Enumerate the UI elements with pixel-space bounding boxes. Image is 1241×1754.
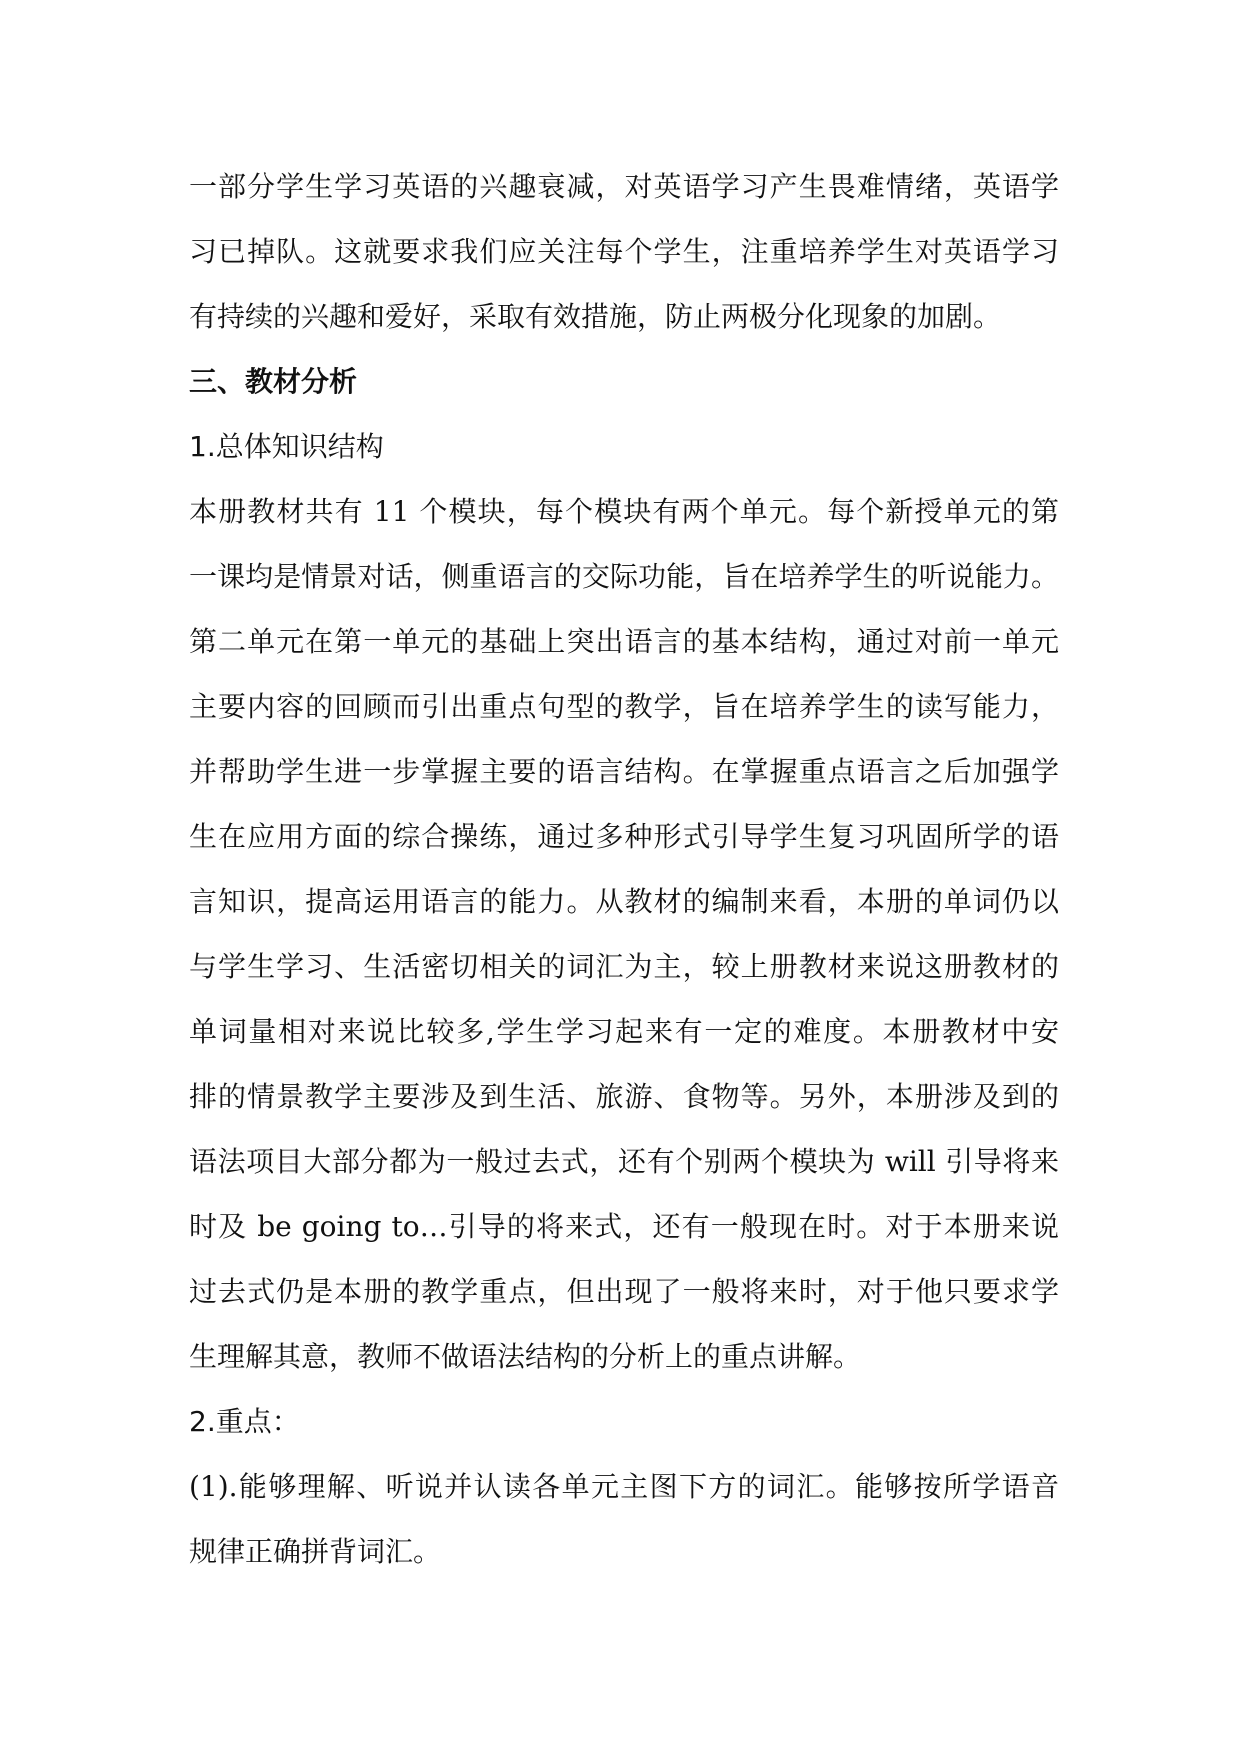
paragraph-line: 本册教材共有 11 个模块，每个模块有两个单元。每个新授单元的第	[189, 495, 1059, 528]
paragraph-line: 过去式仍是本册的教学重点，但出现了一般将来时，对于他只要求学	[189, 1275, 1059, 1308]
paragraph-line: 语法项目大部分都为一般过去式，还有个别两个模块为 will 引导将来	[189, 1145, 1059, 1178]
section-heading: 三、教材分析	[189, 365, 358, 398]
paragraph-line: 第二单元在第一单元的基础上突出语言的基本结构，通过对前一单元	[189, 625, 1059, 658]
list-item-line: 规律正确拼背词汇。	[189, 1535, 442, 1568]
paragraph-line: 一课均是情景对话，侧重语言的交际功能，旨在培养学生的听说能力。	[189, 560, 1059, 593]
paragraph-line: 主要内容的回顾而引出重点句型的教学，旨在培养学生的读写能力，	[189, 690, 1059, 723]
subheading-key-points: 2.重点：	[189, 1405, 300, 1438]
paragraph-line: 与学生学习、生活密切相关的词汇为主，较上册教材来说这册教材的	[189, 950, 1059, 983]
paragraph-line: 生理解其意，教师不做语法结构的分析上的重点讲解。	[189, 1340, 862, 1373]
paragraph-line: 有持续的兴趣和爱好，采取有效措施，防止两极分化现象的加剧。	[189, 300, 1002, 333]
paragraph-line: 单词量相对来说比较多,学生学习起来有一定的难度。本册教材中安	[189, 1015, 1059, 1048]
list-item-line: (1).能够理解、听说并认读各单元主图下方的词汇。能够按所学语音	[189, 1470, 1059, 1503]
paragraph-line: 时及 be going to…引导的将来式，还有一般现在时。对于本册来说	[189, 1210, 1059, 1243]
paragraph-line: 排的情景教学主要涉及到生活、旅游、食物等。另外，本册涉及到的	[189, 1080, 1059, 1113]
subheading-knowledge-structure: 1.总体知识结构	[189, 430, 384, 463]
paragraph-line: 并帮助学生进一步掌握主要的语言结构。在掌握重点语言之后加强学	[189, 755, 1059, 788]
paragraph-line: 习已掉队。这就要求我们应关注每个学生，注重培养学生对英语学习	[189, 235, 1059, 268]
paragraph-line: 言知识，提高运用语言的能力。从教材的编制来看，本册的单词仍以	[189, 885, 1059, 918]
document-body	[189, 154, 1059, 1584]
paragraph-line: 一部分学生学习英语的兴趣衰减，对英语学习产生畏难情绪，英语学	[189, 170, 1059, 203]
paragraph-line: 生在应用方面的综合操练，通过多种形式引导学生复习巩固所学的语	[189, 820, 1059, 853]
